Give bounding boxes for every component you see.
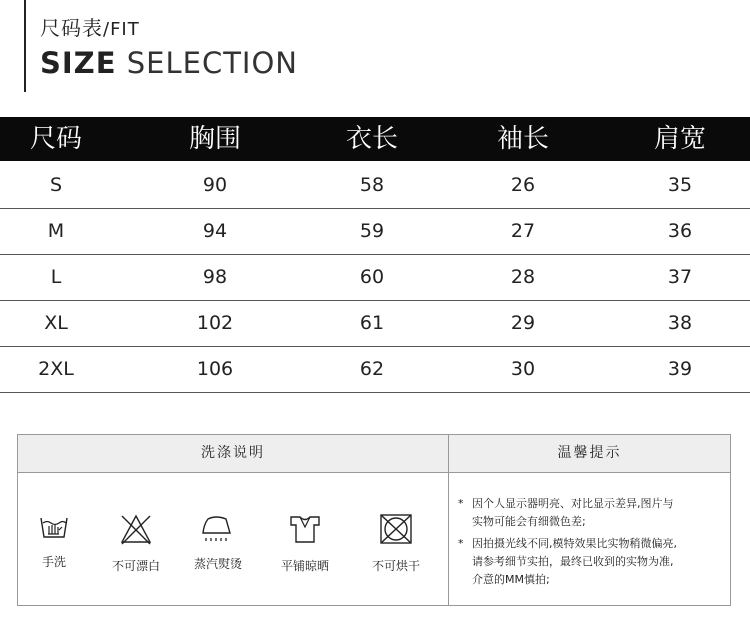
cell-shoulder: 35 bbox=[667, 174, 693, 196]
note-line: 请参考细节实拍，最终已收到的实物为准, bbox=[472, 555, 674, 568]
size-chart-title-cn: 尺码表/FIT bbox=[40, 16, 140, 40]
care-item-steam-iron bbox=[176, 513, 260, 572]
no-tumble-dry-icon bbox=[379, 513, 413, 545]
table-row bbox=[0, 209, 750, 255]
cell-length: 59 bbox=[359, 220, 385, 242]
care-instructions-box bbox=[17, 434, 731, 606]
note-bullet: * bbox=[458, 537, 464, 550]
table-row bbox=[0, 255, 750, 301]
care-label: 平铺晾晒 bbox=[280, 559, 329, 573]
note-bullet: * bbox=[458, 497, 464, 510]
care-item-no-tumble-dry bbox=[354, 513, 438, 574]
cell-bust: 90 bbox=[202, 174, 228, 196]
care-box-divider bbox=[448, 435, 449, 605]
cell-size: S bbox=[49, 174, 63, 196]
cell-sleeve: 27 bbox=[510, 220, 536, 242]
notice-heading: 温馨提示 bbox=[557, 445, 622, 461]
title-accent-bar bbox=[24, 0, 26, 92]
no-bleach-icon bbox=[119, 513, 153, 545]
notice-note bbox=[458, 495, 728, 531]
note-line: 因拍摄光线不同,模特效果比实物稍微偏亮, bbox=[472, 537, 677, 550]
table-row bbox=[0, 163, 750, 209]
cell-sleeve: 29 bbox=[510, 312, 536, 334]
header-size: 尺码 bbox=[29, 124, 82, 154]
care-item-no-bleach bbox=[94, 513, 178, 574]
cell-shoulder: 36 bbox=[667, 220, 693, 242]
header-sleeve: 袖长 bbox=[496, 124, 549, 154]
cell-shoulder: 39 bbox=[667, 358, 693, 380]
hand-wash-icon bbox=[39, 513, 69, 541]
cell-bust: 102 bbox=[196, 312, 234, 334]
cell-sleeve: 28 bbox=[510, 266, 536, 288]
cell-sleeve: 30 bbox=[510, 358, 536, 380]
size-table-header bbox=[0, 117, 750, 161]
cell-sleeve: 26 bbox=[510, 174, 536, 196]
care-item-dry-flat bbox=[263, 513, 347, 574]
dry-flat-icon bbox=[287, 513, 323, 545]
cell-length: 61 bbox=[359, 312, 385, 334]
cell-size: 2XL bbox=[38, 358, 74, 380]
cell-shoulder: 37 bbox=[667, 266, 693, 288]
cell-length: 60 bbox=[359, 266, 385, 288]
cell-bust: 98 bbox=[202, 266, 228, 288]
cell-bust: 94 bbox=[202, 220, 228, 242]
care-item-hand-wash bbox=[12, 513, 96, 570]
note-line: 因个人显示器明亮、对比显示差异,图片与 bbox=[472, 497, 674, 510]
care-label: 蒸汽熨烫 bbox=[193, 557, 242, 571]
care-label: 手洗 bbox=[41, 555, 66, 569]
cell-shoulder: 38 bbox=[667, 312, 693, 334]
care-box-header bbox=[18, 435, 730, 473]
note-line: 实物可能会有细微色差; bbox=[472, 515, 586, 528]
steam-iron-icon bbox=[200, 513, 236, 543]
note-line: 介意的MM慎拍; bbox=[472, 573, 550, 586]
header-shoulder: 肩宽 bbox=[653, 124, 706, 154]
notice-notes bbox=[458, 495, 728, 589]
care-label: 不可烘干 bbox=[371, 559, 420, 573]
size-chart-title-en: SIZE SELECTION bbox=[40, 46, 298, 80]
cell-size: M bbox=[47, 220, 65, 242]
cell-length: 62 bbox=[359, 358, 385, 380]
care-heading: 洗涤说明 bbox=[201, 445, 265, 461]
cell-bust: 106 bbox=[196, 358, 234, 380]
notice-note bbox=[458, 535, 728, 589]
cell-size: L bbox=[50, 266, 62, 288]
cell-size: XL bbox=[44, 312, 68, 334]
table-row bbox=[0, 347, 750, 393]
header-length: 衣长 bbox=[345, 124, 398, 154]
table-row bbox=[0, 301, 750, 347]
header-bust: 胸围 bbox=[188, 124, 241, 154]
care-label: 不可漂白 bbox=[111, 559, 160, 573]
cell-length: 58 bbox=[359, 174, 385, 196]
